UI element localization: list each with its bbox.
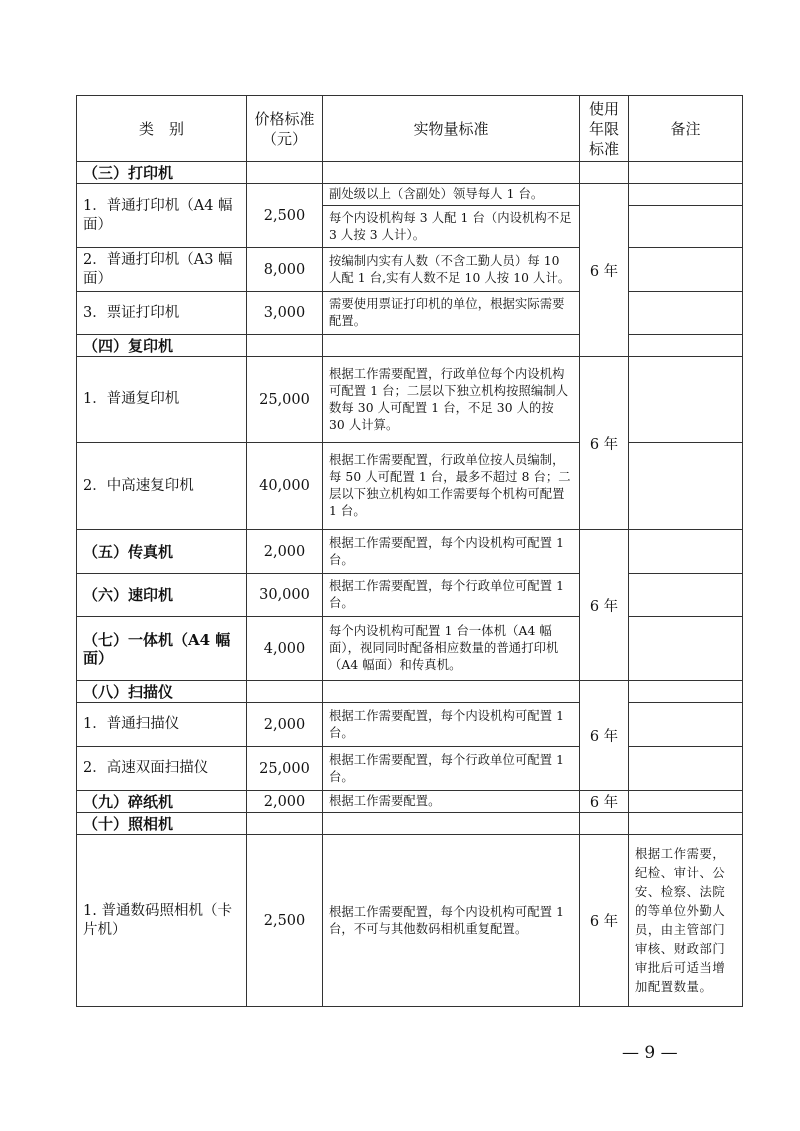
page-number: — 9 — — [622, 1043, 678, 1063]
category-cell: 2．高速双面扫描仪 — [77, 747, 247, 791]
table-row — [77, 530, 743, 574]
desc-cell: 根据工作需要配置，每个行政单位可配置 1 台。 — [323, 747, 580, 791]
years-cell: 6 年 — [580, 530, 629, 681]
category-cell: 1．普通打印机（A4 幅面） — [77, 184, 247, 248]
desc-cell: 每个内设机构每 3 人配 1 台（内设机构不足 3 人按 3 人计）。 — [323, 206, 580, 248]
price-cell: 4,000 — [247, 617, 323, 681]
desc-cell: 根据工作需要配置，行政单位每个内设机构可配置 1 台；二层以下独立机构按照编制人数每 30 人可配置 1 台，不足 30 人的按 30 人计算。 — [323, 357, 580, 443]
price-cell: 8,000 — [247, 248, 323, 292]
table-row — [77, 357, 743, 443]
section-title: （四）复印机 — [77, 335, 247, 357]
header-note: 备注 — [629, 96, 743, 162]
desc-cell: 根据工作需要配置，每个内设机构可配置 1 台。 — [323, 530, 580, 574]
table-row — [77, 835, 743, 1007]
years-cell: 6 年 — [580, 681, 629, 791]
years-cell: 6 年 — [580, 791, 629, 813]
header-physical: 实物量标准 — [323, 96, 580, 162]
table-row — [77, 292, 743, 335]
section-title: （三）打印机 — [77, 162, 247, 184]
note-cell: 根据工作需要，纪检、审计、公安、检察、法院的等单位外勤人员，由主管部门审核、财政部门审批后可适当增加配置数量。 — [629, 835, 743, 1007]
section-title: （八）扫描仪 — [77, 681, 247, 703]
table-row — [77, 703, 743, 747]
section-row — [77, 681, 743, 703]
section-title: （七）一体机（A4 幅面） — [77, 617, 247, 681]
section-row — [77, 162, 743, 184]
equipment-standard-table — [76, 95, 743, 1007]
section-title: （十）照相机 — [77, 813, 247, 835]
table-row — [77, 574, 743, 617]
category-cell: 2．普通打印机（A3 幅面） — [77, 248, 247, 292]
price-cell: 25,000 — [247, 747, 323, 791]
category-cell: 1．普通扫描仪 — [77, 703, 247, 747]
desc-cell: 根据工作需要配置。 — [323, 791, 580, 813]
price-cell: 2,500 — [247, 835, 323, 1007]
section-title: （九）碎纸机 — [77, 791, 247, 813]
section-title: （五）传真机 — [77, 530, 247, 574]
desc-cell: 按编制内实有人数（不含工勤人员）每 10 人配 1 台,实有人数不足 10 人按 10 人计。 — [323, 248, 580, 292]
table-row — [77, 791, 743, 813]
table-row — [77, 747, 743, 791]
years-cell: 6 年 — [580, 357, 629, 530]
table-row — [77, 617, 743, 681]
years-cell: 6 年 — [580, 184, 629, 357]
desc-cell: 根据工作需要配置，每个行政单位可配置 1 台。 — [323, 574, 580, 617]
price-cell: 40,000 — [247, 443, 323, 530]
header-years: 使用年限标准 — [580, 96, 629, 162]
desc-cell: 根据工作需要配置，每个内设机构可配置 1 台，不可与其他数码相机重复配置。 — [323, 835, 580, 1007]
price-cell: 2,000 — [247, 703, 323, 747]
price-cell: 2,000 — [247, 530, 323, 574]
price-cell: 2,000 — [247, 791, 323, 813]
desc-cell: 副处级以上（含副处）领导每人 1 台。 — [323, 184, 580, 206]
section-row — [77, 335, 743, 357]
section-title: （六）速印机 — [77, 574, 247, 617]
category-cell: 1. 普通数码照相机（卡片机） — [77, 835, 247, 1007]
category-cell: 2．中高速复印机 — [77, 443, 247, 530]
section-row — [77, 813, 743, 835]
header-category: 类 别 — [77, 96, 247, 162]
price-cell: 30,000 — [247, 574, 323, 617]
table-row — [77, 248, 743, 292]
desc-cell: 根据工作需要配置，行政单位按人员编制，每 50 人可配置 1 台，最多不超过 8 台；二层以下独立机构如工作需要每个机构可配置 1 台。 — [323, 443, 580, 530]
price-cell: 3,000 — [247, 292, 323, 335]
header-row — [77, 96, 743, 162]
desc-cell: 根据工作需要配置，每个内设机构可配置 1 台。 — [323, 703, 580, 747]
price-cell: 2,500 — [247, 184, 323, 248]
desc-cell: 每个内设机构可配置 1 台一体机（A4 幅面），视同同时配备相应数量的普通打印机（A4 幅面）和传真机。 — [323, 617, 580, 681]
table-row — [77, 443, 743, 530]
category-cell: 3．票证打印机 — [77, 292, 247, 335]
desc-cell: 需要使用票证打印机的单位，根据实际需要配置。 — [323, 292, 580, 335]
table-row — [77, 184, 743, 206]
price-cell: 25,000 — [247, 357, 323, 443]
years-cell: 6 年 — [580, 835, 629, 1007]
header-price: 价格标准（元） — [247, 96, 323, 162]
category-cell: 1．普通复印机 — [77, 357, 247, 443]
